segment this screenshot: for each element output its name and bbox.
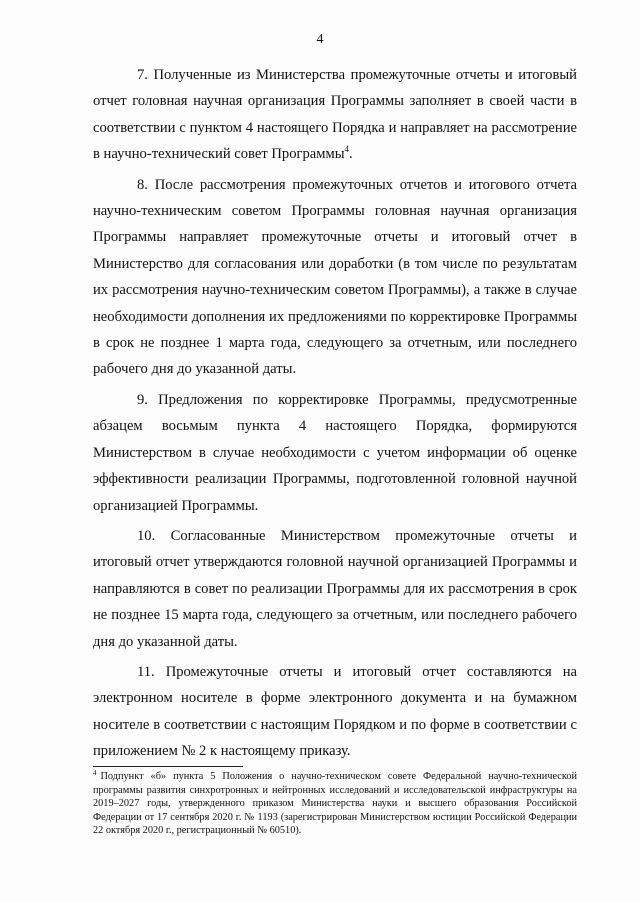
paragraph-11: 11. Промежуточные отчеты и итоговый отчет составляются на электронном носителе в форме электронного документа и на бумажном носителе в соответствии с настоящим Порядком и по форме в соответствии с приложением № 2 к настоящему приказу.: [93, 663, 577, 760]
footnote-text: Подпункт «б» пункта 5 Положения о научно-техническом совете Федеральной научно-технической программы развития синхротронных и нейтронных исследований и исследовательской инфраструктуры на 2019–2027 годы, утвержденного приказом Министерства науки и высшего образования Российской Федерации от 17 сентября 2020 г. № 1193 (зарегистрирован Министерством юстиции Российской Федерации 22 октября 2020 г., регистрационный № 60510).: [93, 771, 577, 837]
paragraph-10: 10. Согласованные Министерством промежуточные отчеты и итоговый отчет утверждаются головной научной организацией Программы и направляются в совет по реализации Программы для их рассмотрения в срок не позднее 15 марта года, следующего за отчетным, или последнего рабочего дня до указанной даты.: [93, 527, 577, 650]
paragraph-7-text: 7. Полученные из Министерства промежуточные отчеты и итоговый отчет головная научная организация Программы заполняет в своей части в соответствии с пунктом 4 настоящего Порядка и направляет на рассмотрение в научно-технический совет Программы: [93, 67, 577, 163]
footnote-separator: [93, 766, 243, 767]
document-body: [93, 62, 577, 769]
paragraph-8: 8. После рассмотрения промежуточных отчетов и итогового отчета научно-техническим советом Программы головная научная организация Программы направляет промежуточные отчеты и итоговый отчет в Министерство для согласования или доработки (в том числе по результатам их рассмотрения научно-техническим советом Программы), а также в случае необходимости дополнения их предложениями по корректировке Программы в срок не позднее 1 марта года, следующего за отчетным, или последнего рабочего дня до указанной даты.: [93, 176, 577, 378]
page-number: 4: [316, 32, 324, 47]
footnote-reference: 4: [344, 144, 350, 155]
footnote: [93, 770, 577, 838]
footnote-mark: 4: [93, 768, 97, 777]
paragraph-9: 9. Предложения по корректировке Программы, предусмотренные абзацем восьмым пункта 4 настоящего Порядка, формируются Министерством в случае необходимости с учетом информации об оценке эффективности реализации Программы, подготовленной головной научной организацией Программы.: [93, 391, 577, 514]
paragraph-7: [93, 62, 577, 168]
paragraph-7-end: .: [349, 146, 353, 163]
